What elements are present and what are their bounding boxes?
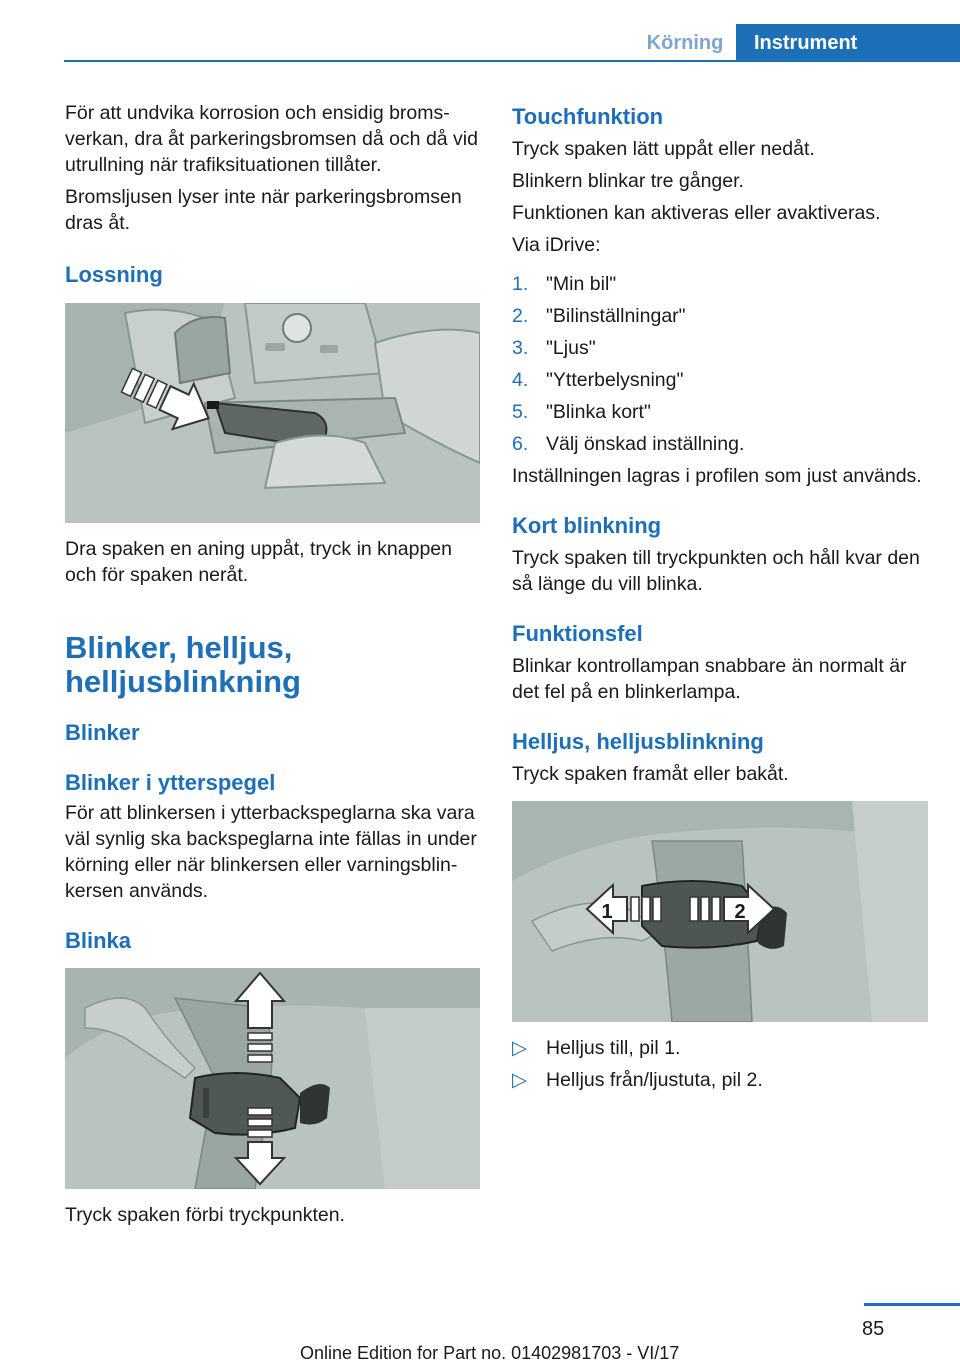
fel-text: Blinkar kontrollampan snabbare än normalt är det fel på en blinkerlampa.	[512, 655, 907, 703]
triangle-bullet-icon: ▷	[512, 1069, 527, 1091]
step-number: 2.	[512, 305, 529, 327]
intro-paragraph-2: Bromsljusen lyser inte när parkeringsbromsen dras åt.	[65, 186, 462, 234]
step-number: 4.	[512, 369, 529, 391]
arrow-1-label: 1	[601, 901, 613, 923]
step-text: "Blinka kort"	[546, 401, 651, 423]
list-item	[512, 431, 932, 457]
touch-block	[512, 136, 932, 258]
ytterspegel-heading: Blinker i ytterspegel	[65, 770, 276, 795]
touch-line-2: Blinkern blinkar tre gånger.	[512, 170, 744, 192]
step-text: "Min bil"	[546, 273, 617, 295]
parking-brake-figure	[65, 303, 480, 523]
touch-line-3: Funktionen kan aktiveras eller avaktiveras.	[512, 202, 881, 224]
footer-rule	[864, 1303, 960, 1306]
touch-line-4: Via iDrive:	[512, 234, 601, 256]
fel-heading: Funktionsfel	[512, 621, 643, 646]
list-item	[512, 367, 932, 393]
lossning-heading: Lossning	[65, 262, 163, 287]
list-item	[512, 1035, 932, 1061]
step-number: 1.	[512, 273, 529, 295]
blinka-caption: Tryck spaken förbi tryckpunkten.	[65, 1204, 345, 1226]
touch-heading: Touchfunktion	[512, 104, 664, 129]
triangle-bullet-icon: ▷	[512, 1037, 527, 1059]
lossning-caption: Dra spaken en aning uppåt, tryck in knappen och för spaken neråt.	[65, 538, 453, 586]
high-beam-figure	[512, 801, 928, 1022]
idrive-steps-list	[512, 271, 932, 463]
step-text: "Ljus"	[546, 337, 596, 359]
helljus-heading: Helljus, helljusblinkning	[512, 729, 764, 754]
bullet-text: Helljus till, pil 1.	[546, 1037, 681, 1059]
step-number: 5.	[512, 401, 529, 423]
kort-text: Tryck spaken till tryckpunkten och håll kvar den så länge du vill blinka.	[512, 547, 920, 595]
step-text: "Bilinställningar"	[546, 305, 686, 327]
saved-note: Inställningen lagras i profilen som just används.	[512, 465, 922, 487]
edition-line: Online Edition for Part no. 01402981703 - VI/17	[300, 1343, 680, 1362]
main-heading: Blinker, helljus, helljusblinkning	[65, 630, 301, 699]
list-item	[512, 303, 932, 329]
step-text: "Ytterbelysning"	[546, 369, 684, 391]
ytterspegel-text: För att blinkersen i ytterbackspeglarna ska vara väl synlig ska backspeglarna inte fällas in under körning eller när blinkersen eller varningsblinkersen används.	[65, 802, 477, 902]
helljus-text: Tryck spaken framåt eller bakåt.	[512, 763, 789, 785]
bullet-text: Helljus från/ljustuta, pil 2.	[546, 1069, 763, 1091]
blinker-heading: Blinker	[65, 720, 140, 745]
list-item	[512, 335, 932, 361]
high-beam-bullets	[512, 1035, 932, 1099]
header-rule	[64, 60, 960, 62]
list-item	[512, 1067, 932, 1093]
arrow-2-label: 2	[734, 901, 746, 923]
page-number: 85	[862, 1318, 885, 1340]
intro-paragraph-1: För att undvika korrosion och ensidig bromsverkan, dra åt parkeringsbromsen då och då vid utrullning när trafiksituationen tillåter.	[65, 102, 478, 176]
header-tab-instrument[interactable]: Instrument	[736, 24, 960, 62]
blinka-heading: Blinka	[65, 928, 132, 953]
step-number: 3.	[512, 337, 529, 359]
touch-line-1: Tryck spaken lätt uppåt eller nedåt.	[512, 138, 815, 160]
list-item	[512, 271, 932, 297]
left-intro	[65, 100, 481, 236]
kort-heading: Kort blinkning	[512, 513, 662, 538]
turn-signal-figure	[65, 968, 480, 1189]
step-text: Välj önskad inställning.	[546, 433, 745, 455]
header-tab-korning[interactable]: Körning	[646, 32, 724, 54]
step-number: 6.	[512, 433, 529, 455]
list-item	[512, 399, 932, 425]
